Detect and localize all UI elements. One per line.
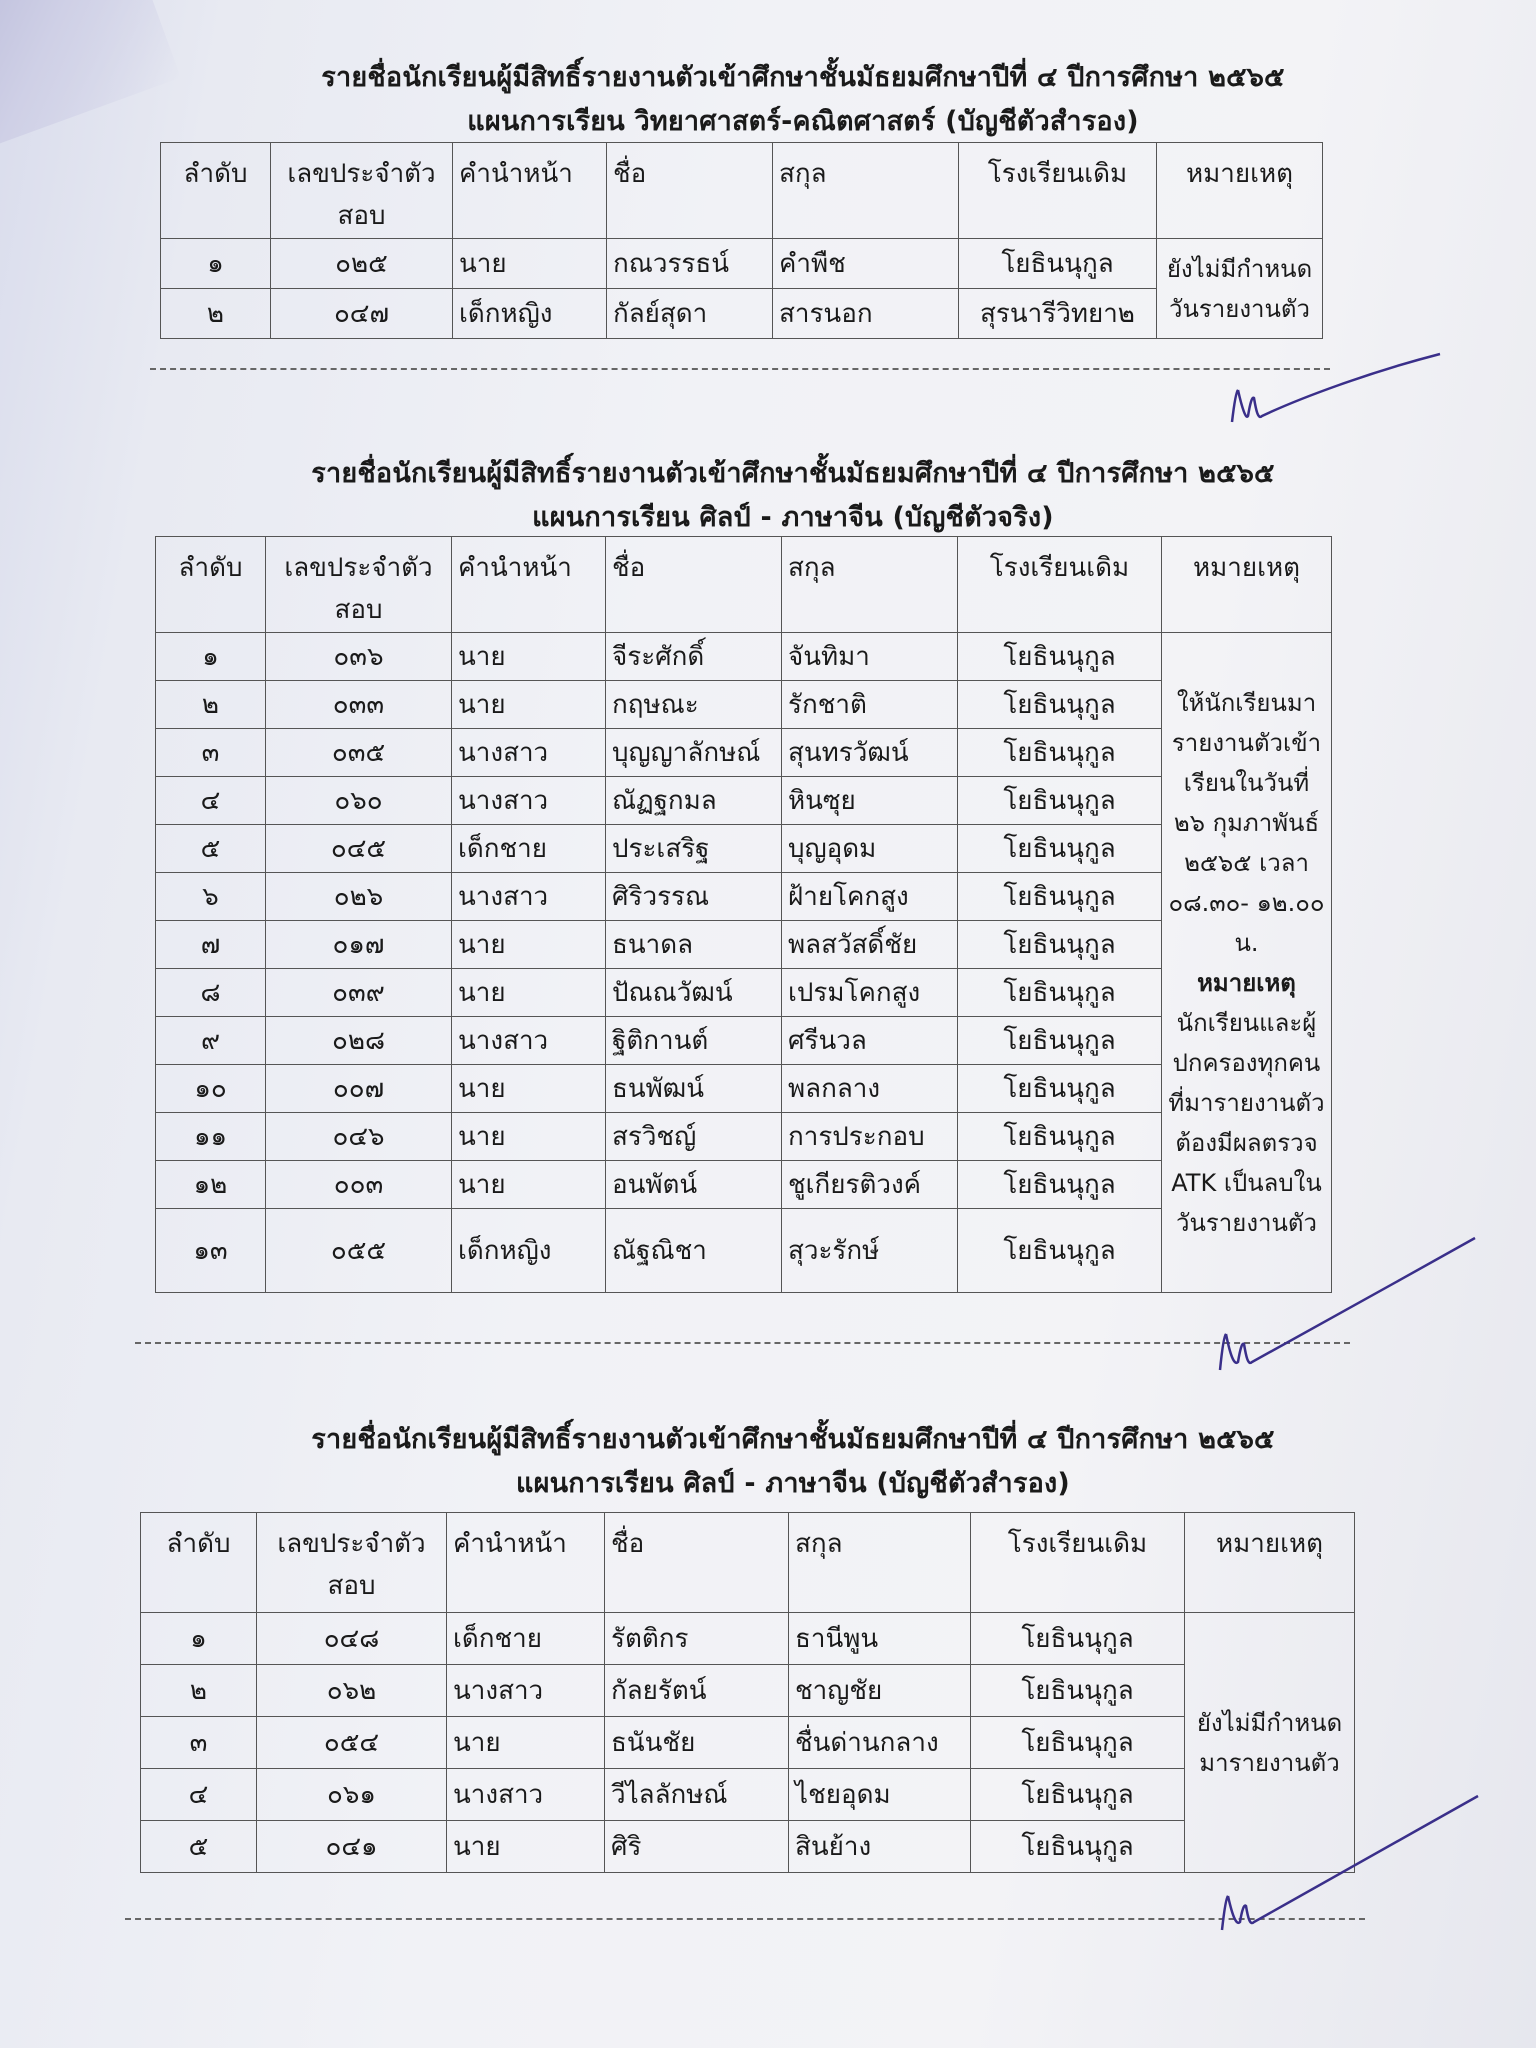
cell-name: กัลยรัตน์ (605, 1665, 789, 1717)
table-row (156, 1209, 1332, 1293)
cell-num: ๕ (141, 1821, 257, 1873)
cell-prefix: นาย (447, 1821, 605, 1873)
cell-surname: รักชาติ (782, 681, 958, 729)
cell-surname: ฝ้ายโคกสูง (782, 873, 958, 921)
table-row (141, 1613, 1355, 1665)
cell-school: โยธินนุกูล (971, 1821, 1185, 1873)
cell-id: ๐๕๔ (257, 1717, 447, 1769)
cell-prefix: นาย (447, 1717, 605, 1769)
cell-num: ๗ (156, 921, 266, 969)
cell-id: ๐๒๕ (271, 239, 453, 289)
cell-prefix: เด็กชาย (452, 825, 606, 873)
section-title-line1: รายชื่อนักเรียนผู้มีสิทธิ์รายงานตัวเข้าศึกษาชั้นมัธยมศึกษาปีที่ ๔ ปีการศึกษา ๒๕๖๕ (311, 458, 1275, 489)
cell-name: ศิริ (605, 1821, 789, 1873)
cell-surname: บุญอุดม (782, 825, 958, 873)
table-arts-chinese-main (155, 536, 1332, 1293)
cell-prefix: นางสาว (452, 729, 606, 777)
header-name: ชื่อ (605, 1513, 789, 1613)
cell-prefix: นาย (452, 1161, 606, 1209)
header-school: โรงเรียนเดิม (971, 1513, 1185, 1613)
header-id: เลขประจำตัวสอบ (257, 1513, 447, 1613)
cell-school: โยธินนุกูล (971, 1613, 1185, 1665)
cell-id: ๐๓๓ (266, 681, 452, 729)
cell-prefix: นางสาว (447, 1665, 605, 1717)
section-title-line2: แผนการเรียน ศิลป์ - ภาษาจีน (บัญชีตัวสำรอง) (516, 1468, 1070, 1499)
cell-name: ธนาดล (606, 921, 782, 969)
cell-prefix: เด็กหญิง (453, 289, 607, 339)
cell-prefix: นางสาว (452, 1017, 606, 1065)
cell-id: ๐๔๕ (266, 825, 452, 873)
cell-school: โยธินนุกูล (958, 1017, 1162, 1065)
cell-prefix: นางสาว (447, 1769, 605, 1821)
cell-school: โยธินนุกูล (958, 1113, 1162, 1161)
cell-num: ๑๑ (156, 1113, 266, 1161)
cell-prefix: นาย (453, 239, 607, 289)
cell-surname: ศรีนวล (782, 1017, 958, 1065)
cell-num: ๑ (141, 1613, 257, 1665)
cell-num: ๕ (156, 825, 266, 873)
cell-school: โยธินนุกูล (971, 1717, 1185, 1769)
cell-id: ๐๓๙ (266, 969, 452, 1017)
cell-school: โยธินนุกูล (958, 1161, 1162, 1209)
signature-mark (1210, 1230, 1490, 1380)
cell-name: ธนันชัย (605, 1717, 789, 1769)
table-row (156, 1161, 1332, 1209)
signature-mark (1220, 350, 1450, 440)
header-num: ลำดับ (141, 1513, 257, 1613)
table-row (156, 1113, 1332, 1161)
cut-line (125, 1918, 1365, 1920)
table-row (161, 289, 1323, 339)
cell-name: สรวิชญ์ (606, 1113, 782, 1161)
header-id: เลขประจำตัวสอบ (271, 143, 453, 239)
table-row (156, 633, 1332, 681)
cell-name: ประเสริฐ (606, 825, 782, 873)
header-name: ชื่อ (607, 143, 773, 239)
table-row (156, 729, 1332, 777)
cell-num: ๓ (156, 729, 266, 777)
cell-num: ๑ (156, 633, 266, 681)
table-row (156, 921, 1332, 969)
cell-school: โยธินนุกูล (958, 633, 1162, 681)
cell-prefix: เด็กหญิง (452, 1209, 606, 1293)
cell-surname: เปรมโคกสูง (782, 969, 958, 1017)
table-row (141, 1665, 1355, 1717)
cell-id: ๐๔๘ (257, 1613, 447, 1665)
cell-name: ปัณณวัฒน์ (606, 969, 782, 1017)
table-row (156, 681, 1332, 729)
cell-name: กฤษณะ (606, 681, 782, 729)
header-name: ชื่อ (606, 537, 782, 633)
cell-name: รัตติกร (605, 1613, 789, 1665)
note-heading: หมายเหตุ (1197, 968, 1296, 997)
cell-num: ๙ (156, 1017, 266, 1065)
cell-num: ๑๓ (156, 1209, 266, 1293)
header-school: โรงเรียนเดิม (958, 537, 1162, 633)
cell-num: ๔ (156, 777, 266, 825)
cell-name: กณวรรธน์ (607, 239, 773, 289)
cell-num: ๒ (141, 1665, 257, 1717)
cell-surname: จันทิมา (782, 633, 958, 681)
cell-surname: คำพืช (773, 239, 959, 289)
table-row (156, 873, 1332, 921)
cell-num: ๒ (156, 681, 266, 729)
table-row (156, 1065, 1332, 1113)
cell-school: โยธินนุกูล (958, 969, 1162, 1017)
header-prefix: คำนำหน้า (447, 1513, 605, 1613)
cell-num: ๓ (141, 1717, 257, 1769)
cell-note: ยังไม่มีกำหนดวันรายงานตัว (1157, 239, 1323, 339)
cell-school: โยธินนุกูล (958, 1065, 1162, 1113)
signature-mark (1210, 1790, 1490, 1940)
cell-id: ๐๒๘ (266, 1017, 452, 1065)
table-arts-chinese-reserve (140, 1512, 1355, 1873)
cell-num: ๑๐ (156, 1065, 266, 1113)
table-row (141, 1769, 1355, 1821)
section-sci-math-reserve (0, 56, 1536, 144)
cell-surname: ชูเกียรติวงค์ (782, 1161, 958, 1209)
table-header-row (156, 537, 1332, 633)
cell-name: กัลย์สุดา (607, 289, 773, 339)
header-school: โรงเรียนเดิม (959, 143, 1157, 239)
cell-id: ๐๓๖ (266, 633, 452, 681)
header-id: เลขประจำตัวสอบ (266, 537, 452, 633)
header-surname: สกุล (789, 1513, 971, 1613)
section-title-line1: รายชื่อนักเรียนผู้มีสิทธิ์รายงานตัวเข้าศึกษาชั้นมัธยมศึกษาปีที่ ๔ ปีการศึกษา ๒๕๖๕ (311, 1424, 1275, 1455)
cell-prefix: นางสาว (452, 777, 606, 825)
cell-surname: สุวะรักษ์ (782, 1209, 958, 1293)
header-prefix: คำนำหน้า (452, 537, 606, 633)
table-row (161, 239, 1323, 289)
cell-surname: พลสวัสดิ์ชัย (782, 921, 958, 969)
section-arts-chinese-main (0, 452, 1536, 540)
note-report-date: ให้นักเรียนมารายงานตัวเข้าเรียนในวันที่ ๒๖ กุมภาพันธ์ ๒๕๖๕ เวลา ๐๘.๓๐- ๑๒.๐๐ น. (1168, 688, 1325, 957)
cell-name: ณัฐณิชา (606, 1209, 782, 1293)
cut-line (150, 368, 1330, 370)
cell-name: ฐิติกานต์ (606, 1017, 782, 1065)
header-note: หมายเหตุ (1185, 1513, 1355, 1613)
cell-school: โยธินนุกูล (958, 681, 1162, 729)
cell-surname: หินซุย (782, 777, 958, 825)
table-row (141, 1717, 1355, 1769)
cell-school: โยธินนุกูล (958, 1209, 1162, 1293)
cell-name: ศิริวรรณ (606, 873, 782, 921)
cell-school: โยธินนุกูล (971, 1665, 1185, 1717)
header-num: ลำดับ (161, 143, 271, 239)
table-row (156, 825, 1332, 873)
cell-school: โยธินนุกูล (958, 729, 1162, 777)
cell-school: โยธินนุกูล (958, 825, 1162, 873)
cell-id: ๐๔๑ (257, 1821, 447, 1873)
cell-surname: สารนอก (773, 289, 959, 339)
cut-line (135, 1342, 1350, 1344)
cell-id: ๐๐๗ (266, 1065, 452, 1113)
cell-id: ๐๖๒ (257, 1665, 447, 1717)
cell-prefix: นาย (452, 921, 606, 969)
cell-prefix: นาย (452, 1065, 606, 1113)
table-row (156, 777, 1332, 825)
header-note: หมายเหตุ (1162, 537, 1332, 633)
table-row (141, 1821, 1355, 1873)
cell-id: ๐๖๐ (266, 777, 452, 825)
cell-surname: ไชยอุดม (789, 1769, 971, 1821)
table-header-row (161, 143, 1323, 239)
cell-num: ๑๒ (156, 1161, 266, 1209)
table-row (156, 1017, 1332, 1065)
table-sci-math-reserve (160, 142, 1323, 339)
section-title-line2: แผนการเรียน ศิลป์ - ภาษาจีน (บัญชีตัวจริง) (532, 502, 1054, 533)
cell-name: วีไลลักษณ์ (605, 1769, 789, 1821)
cell-prefix: นาย (452, 681, 606, 729)
cell-prefix: เด็กชาย (447, 1613, 605, 1665)
cell-surname: ธานีพูน (789, 1613, 971, 1665)
cell-name: ธนพัฒน์ (606, 1065, 782, 1113)
cell-surname: สุนทรวัฒน์ (782, 729, 958, 777)
section-arts-chinese-reserve (0, 1418, 1536, 1506)
cell-surname: การประกอบ (782, 1113, 958, 1161)
cell-name: ณัฏฐกมล (606, 777, 782, 825)
table-header-row (141, 1513, 1355, 1613)
cell-prefix: นาย (452, 969, 606, 1017)
cell-id: ๐๒๖ (266, 873, 452, 921)
header-prefix: คำนำหน้า (453, 143, 607, 239)
cell-num: ๒ (161, 289, 271, 339)
note-atk-requirement: นักเรียนและผู้ปกครองทุกคนที่มารายงานตัวต้องมีผลตรวจ ATK เป็นลบในวันรายงานตัว (1168, 1008, 1325, 1237)
cell-school: สุรนารีวิทยา๒ (959, 289, 1157, 339)
cell-surname: สินย้าง (789, 1821, 971, 1873)
cell-school: โยธินนุกูล (959, 239, 1157, 289)
cell-id: ๐๐๓ (266, 1161, 452, 1209)
cell-id: ๐๔๖ (266, 1113, 452, 1161)
cell-id: ๐๔๗ (271, 289, 453, 339)
cell-surname: ชาญชัย (789, 1665, 971, 1717)
section-title-line1: รายชื่อนักเรียนผู้มีสิทธิ์รายงานตัวเข้าศึกษาชั้นมัธยมศึกษาปีที่ ๔ ปีการศึกษา ๒๕๖๕ (321, 62, 1285, 93)
cell-surname: ชื่นด่านกลาง (789, 1717, 971, 1769)
cell-surname: พลกลาง (782, 1065, 958, 1113)
cell-num: ๖ (156, 873, 266, 921)
cell-school: โยธินนุกูล (958, 777, 1162, 825)
cell-school: โยธินนุกูล (971, 1769, 1185, 1821)
header-surname: สกุล (773, 143, 959, 239)
cell-num: ๔ (141, 1769, 257, 1821)
cell-prefix: นางสาว (452, 873, 606, 921)
cell-id: ๐๖๑ (257, 1769, 447, 1821)
cell-num: ๑ (161, 239, 271, 289)
cell-note: ยังไม่มีกำหนดมารายงานตัว (1185, 1613, 1355, 1873)
cell-note (1162, 633, 1332, 1293)
header-surname: สกุล (782, 537, 958, 633)
cell-school: โยธินนุกูล (958, 873, 1162, 921)
section-title-line2: แผนการเรียน วิทยาศาสตร์-คณิตศาสตร์ (บัญชีตัวสำรอง) (467, 106, 1139, 137)
table-row (156, 969, 1332, 1017)
cell-school: โยธินนุกูล (958, 921, 1162, 969)
cell-name: บุญญาลักษณ์ (606, 729, 782, 777)
cell-id: ๐๓๕ (266, 729, 452, 777)
cell-id: ๐๕๕ (266, 1209, 452, 1293)
cell-prefix: นาย (452, 1113, 606, 1161)
header-num: ลำดับ (156, 537, 266, 633)
cell-name: จีระศักดิ์ (606, 633, 782, 681)
cell-prefix: นาย (452, 633, 606, 681)
header-note: หมายเหตุ (1157, 143, 1323, 239)
cell-id: ๐๑๗ (266, 921, 452, 969)
cell-num: ๘ (156, 969, 266, 1017)
cell-name: อนพัตน์ (606, 1161, 782, 1209)
